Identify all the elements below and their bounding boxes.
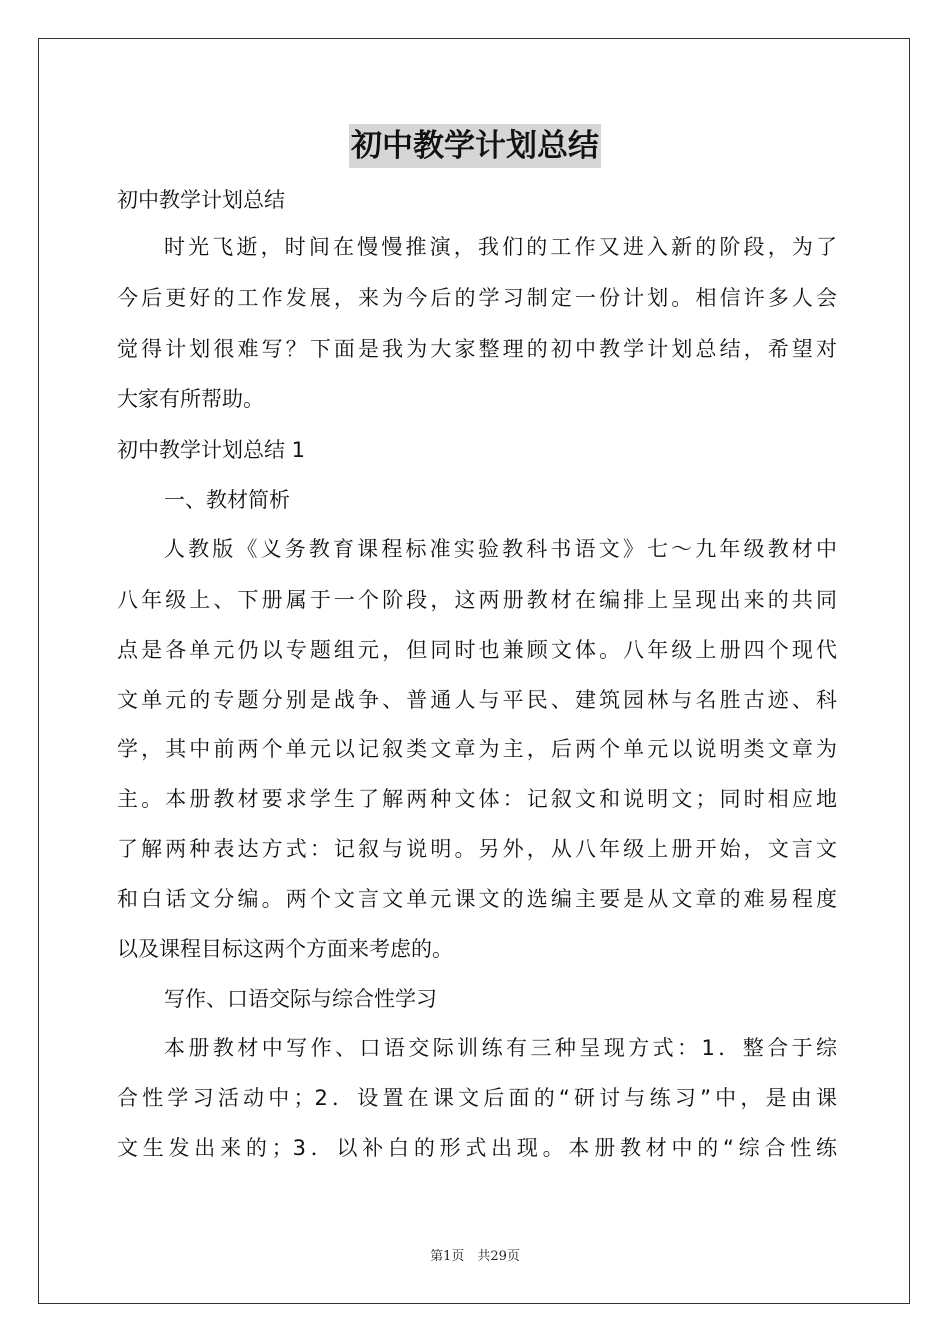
paragraph-line: 点是各单元仍以专题组元，但同时也兼顾文体。八年级上册四个现代: [117, 638, 837, 662]
paragraph-line: 人教版《义务教育课程标准实验教科书语文》七～九年级教材中: [164, 537, 837, 561]
paragraph-line: 八年级上、下册属于一个阶段，这两册教材在编排上呈现出来的共同: [117, 588, 837, 612]
paragraph-line: 了解两种表达方式：记叙与说明。另外，从八年级上册开始，文言文: [117, 837, 837, 861]
paragraph-line: 时光飞逝，时间在慢慢推演，我们的工作又进入新的阶段，为了: [164, 235, 837, 259]
document-title: 初中教学计划总结: [349, 124, 601, 168]
title-wrap: [0, 124, 950, 168]
subsection-heading: 写作、口语交际与综合性学习: [164, 987, 437, 1011]
paragraph-line: 本册教材中写作、口语交际训练有三种呈现方式：1．整合于综: [164, 1036, 837, 1060]
paragraph-line: 大家有所帮助。: [117, 387, 264, 411]
paragraph-line: 文单元的专题分别是战争、普通人与平民、建筑园林与名胜古迹、科: [117, 688, 837, 712]
section-heading: 初中教学计划总结 1: [117, 438, 306, 462]
paragraph-line: 主。本册教材要求学生了解两种文体：记叙文和说明文；同时相应地: [117, 787, 837, 811]
page-border: [38, 38, 910, 1304]
paragraph-line: 和白话文分编。两个文言文单元课文的选编主要是从文章的难易程度: [117, 887, 837, 911]
paragraph-line: 觉得计划很难写？下面是我为大家整理的初中教学计划总结，希望对: [117, 337, 837, 361]
paragraph-line: 学，其中前两个单元以记叙类文章为主，后两个单元以说明类文章为: [117, 737, 837, 761]
paragraph-line: 合性学习活动中；2．设置在课文后面的“研讨与练习”中，是由课: [117, 1086, 837, 1110]
paragraph-line: 今后更好的工作发展，来为今后的学习制定一份计划。相信许多人会: [117, 286, 837, 310]
paragraph-line: 文生发出来的；3．以补白的形式出现。本册教材中的“综合性练: [117, 1136, 837, 1160]
subtitle-line: 初中教学计划总结: [117, 188, 285, 212]
page-footer: 第1页 共29页: [430, 1249, 520, 1264]
subsection-heading: 一、教材简析: [164, 488, 290, 512]
paragraph-line: 以及课程目标这两个方面来考虑的。: [117, 937, 453, 961]
